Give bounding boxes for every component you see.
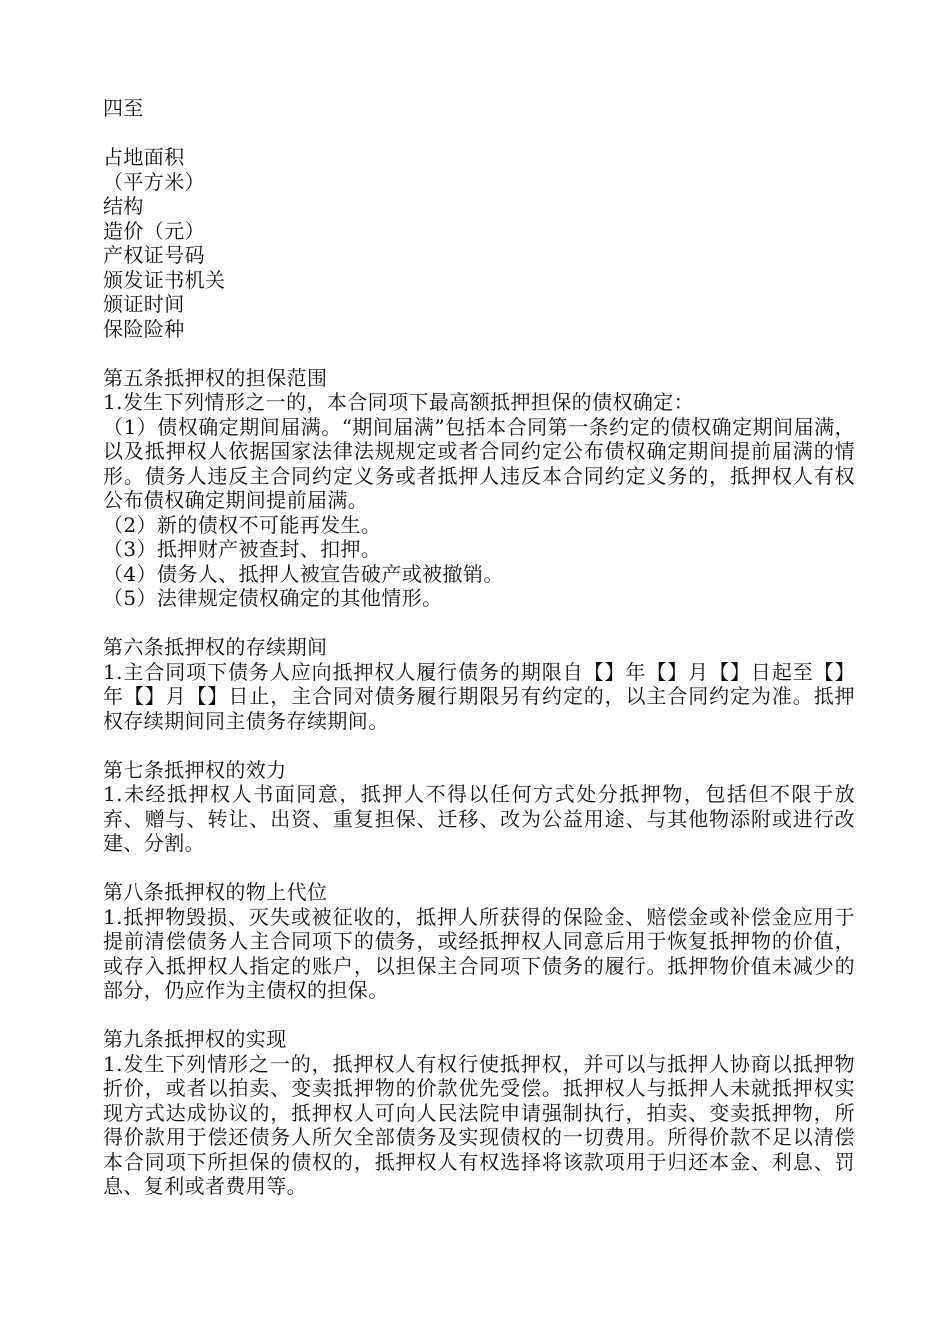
spacer (103, 611, 855, 636)
article-9-title: 第九条抵押权的实现 (103, 1027, 287, 1051)
field-structure: 结构 (103, 194, 144, 218)
article-6-body: 1.主合同项下债务人应向抵押权人履行债务的期限自【】年【】月【】日起至【】年【】月【】日止，主合同对债务履行期限另有约定的，以主合同约定为准。抵押权存续期间同主债务存续期间。 (103, 659, 855, 733)
article-5-item-5: （5）法律规定债权确定的其他情形。 (103, 586, 443, 610)
article-5-intro: 1.发生下列情形之一的，本合同项下最高额抵押担保的债权确定： (103, 390, 695, 414)
article-5-title: 第五条抵押权的担保范围 (103, 365, 328, 390)
article-8-body: 1.抵押物毁损、灭失或被征收的，抵押人所获得的保险金、赔偿金或补偿金应用于提前清偿债务人主合同项下的债务，或经抵押权人同意后用于恢复抵押物的价值，或存入抵押权人指定的账户，以担保主合同项下债务的履行。抵押物价值未减少的部分，仍应作为主债权的担保。 (103, 904, 855, 1002)
spacer (103, 341, 855, 366)
article-6-title: 第六条抵押权的存续期间 (103, 635, 328, 659)
field-issuing-authority: 颁发证书机关 (103, 267, 226, 292)
field-land-area: 占地面积 (103, 145, 185, 169)
spacer (103, 733, 855, 758)
article-9-body: 1.发生下列情形之一的，抵押权人有权行使抵押权，并可以与抵押人协商以抵押物折价，或者以拍卖、变卖抵押物的价款优先受偿。抵押权人与抵押人未就抵押权实现方式达成协议的，抵押权人可向人民法院申请强制执行，拍卖、变卖抵押物，所得价款用于偿还债务人所欠全部债务及实现债权的一切费用。所得价款不足以清偿本合同项下所担保的债权的，抵押权人有权选择将该款项用于归还本金、利息、罚息、复利或者费用等。 (103, 1051, 855, 1198)
article-5-item-4: （4）债务人、抵押人被宣告破产或被撤销。 (103, 561, 504, 586)
spacer (103, 121, 855, 146)
article-8-title: 第八条抵押权的物上代位 (103, 880, 328, 904)
field-certificate-number: 产权证号码 (103, 243, 205, 267)
spacer (103, 1003, 855, 1028)
article-5-item-2: （2）新的债权不可能再发生。 (103, 512, 382, 537)
field-cost: 造价（元） (103, 218, 205, 243)
article-7-title: 第七条抵押权的效力 (103, 757, 287, 782)
article-5-item-1: （1）债权确定期间届满。“期间届满”包括本合同第一条约定的债权确定期间届满，以及抵押权人依据国家法律法规规定或者合同约定公布债权确定期间提前届满的情形。债务人违反主合同约定义务或者抵押人违反本合同约定义务的，抵押权人有权公布债权确定期间提前届满。 (103, 414, 855, 512)
document-page (103, 96, 855, 1199)
field-area-unit: （平方米） (103, 169, 205, 194)
field-insurance-type: 保险险种 (103, 316, 185, 341)
article-5-item-3: （3）抵押财产被查封、扣押。 (103, 537, 382, 561)
field-issue-date: 颁证时间 (103, 292, 185, 316)
article-7-body: 1.未经抵押权人书面同意，抵押人不得以任何方式处分抵押物，包括但不限于放弃、赠与、转让、出资、重复担保、迁移、改为公益用途、与其他物添附或进行改建、分割。 (103, 782, 855, 855)
four-boundaries-label: 四至 (103, 96, 144, 120)
spacer (103, 856, 855, 881)
